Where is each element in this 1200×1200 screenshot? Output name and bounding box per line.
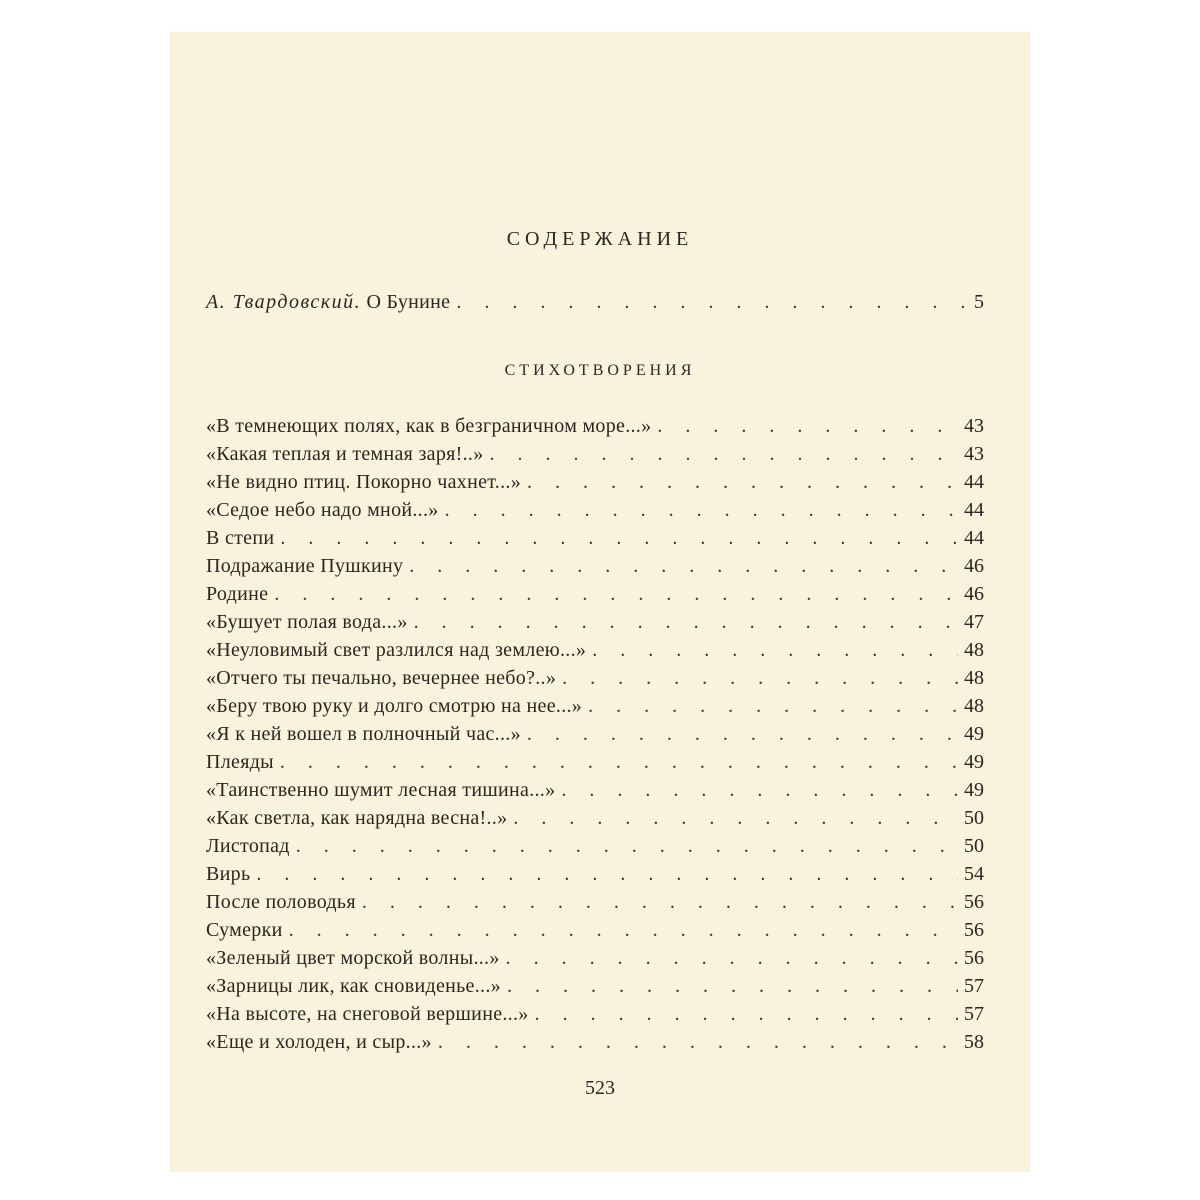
intro-title: О Бунине: [366, 291, 451, 313]
toc-entry-title: «Зарницы лик, как сновиденье...»: [206, 975, 501, 997]
toc-entry-page: 48: [964, 695, 984, 717]
toc-entry-page: 57: [964, 1003, 984, 1025]
toc-entry-page: 50: [964, 807, 984, 829]
page-number: 523: [585, 1077, 615, 1099]
dot-leader: [289, 916, 958, 944]
toc-entry-title: Родине: [206, 583, 269, 605]
toc-entry: [206, 580, 984, 608]
toc-entry-title: «Я к ней вошел в полночный час...»: [206, 723, 521, 745]
book-page: [170, 32, 1030, 1172]
dot-leader: [588, 692, 958, 720]
toc-entry: [206, 1000, 984, 1028]
dot-leader: [280, 748, 958, 776]
toc-entry-page: 56: [964, 891, 984, 913]
dot-leader: [527, 720, 958, 748]
toc-entry: [206, 524, 984, 552]
toc-entry-page: 57: [964, 975, 984, 997]
toc-entry-title: «Какая теплая и темная заря!..»: [206, 443, 484, 465]
dot-leader: [527, 468, 958, 496]
toc-entry-title: Подражание Пушкину: [206, 555, 404, 577]
toc-entry: [206, 440, 984, 468]
toc-entry-page: 43: [964, 443, 984, 465]
toc-entry-title: «Зеленый цвет морской волны...»: [206, 947, 500, 969]
dot-leader: [513, 804, 958, 832]
toc-entry: [206, 776, 984, 804]
toc-entry-page: 49: [964, 723, 984, 745]
toc-entry-title: Листопад: [206, 835, 290, 857]
toc-entry: [206, 720, 984, 748]
toc-entry: [206, 944, 984, 972]
toc-entry-title: «Как светла, как нарядна весна!..»: [206, 807, 508, 829]
dot-leader: [456, 288, 968, 316]
toc-entry-page: 54: [964, 863, 984, 885]
toc-entry-page: 56: [964, 919, 984, 941]
toc-entry: [206, 468, 984, 496]
dot-leader: [438, 1028, 958, 1056]
section-heading: СТИХОТВОРЕНИЯ: [504, 362, 696, 379]
toc-entry-title: «Еще и холоден, и сыр...»: [206, 1031, 432, 1053]
toc-entry: [206, 860, 984, 888]
toc-entry-title: «Отчего ты печально, вечернее небо?..»: [206, 667, 557, 689]
intro-entry: [206, 288, 984, 316]
dot-leader: [657, 412, 958, 440]
toc-entry: [206, 1028, 984, 1056]
dot-leader: [280, 524, 958, 552]
toc-entry-title: Сумерки: [206, 919, 283, 941]
toc-entry-page: 50: [964, 835, 984, 857]
dot-leader: [414, 608, 958, 636]
toc-entry: [206, 608, 984, 636]
intro-author: А. Твардовский.: [206, 291, 362, 313]
toc-entry-title: Вирь: [206, 863, 251, 885]
toc-entry: [206, 664, 984, 692]
toc-entry-page: 46: [964, 583, 984, 605]
toc-entry: [206, 636, 984, 664]
toc-entry-page: 49: [964, 779, 984, 801]
toc-entry: [206, 552, 984, 580]
dot-leader: [362, 888, 958, 916]
toc-entry: [206, 832, 984, 860]
dot-leader: [445, 496, 958, 524]
toc-entry: [206, 888, 984, 916]
intro-page-number: 5: [974, 291, 984, 313]
dot-leader: [256, 860, 958, 888]
dot-leader: [490, 440, 958, 468]
toc-entry: [206, 692, 984, 720]
dot-leader: [506, 944, 958, 972]
toc-entry-title: «В темнеющих полях, как в безграничном море...»: [206, 415, 652, 437]
dot-leader: [535, 1000, 958, 1028]
dot-leader: [561, 776, 958, 804]
toc-entry-title: В степи: [206, 527, 275, 549]
dot-leader: [562, 664, 958, 692]
dot-leader: [274, 580, 958, 608]
toc-entry: [206, 972, 984, 1000]
toc-entry: [206, 804, 984, 832]
toc-entry: [206, 412, 984, 440]
toc-entry-page: 56: [964, 947, 984, 969]
toc-entry-page: 48: [964, 667, 984, 689]
toc-entry-title: «Неуловимый свет разлился над землею...»: [206, 639, 587, 661]
dot-leader: [507, 972, 958, 1000]
toc-entry-title: «Таинственно шумит лесная тишина...»: [206, 779, 556, 801]
toc-entry-page: 47: [964, 611, 984, 633]
intro-title-line: [206, 288, 450, 316]
toc-entry: [206, 916, 984, 944]
dot-leader: [592, 636, 958, 664]
toc-entry-title: «Беру твою руку и долго смотрю на нее...»: [206, 695, 583, 717]
toc-entry-title: «На высоте, на снеговой вершине...»: [206, 1003, 529, 1025]
toc-entry-title: «Бушует полая вода...»: [206, 611, 408, 633]
toc-list: [170, 412, 1030, 1056]
toc-entry-page: 44: [964, 527, 984, 549]
toc-entry-page: 44: [964, 499, 984, 521]
toc-entry-title: «Не видно птиц. Покорно чахнет...»: [206, 471, 521, 493]
toc-entry-page: 48: [964, 639, 984, 661]
toc-entry-title: После половодья: [206, 891, 356, 913]
dot-leader: [296, 832, 958, 860]
toc-entry-page: 49: [964, 751, 984, 773]
toc-entry-page: 58: [964, 1031, 984, 1053]
toc-entry-page: 46: [964, 555, 984, 577]
contents-heading: СОДЕРЖАНИЕ: [506, 228, 694, 250]
toc-entry-title: Плеяды: [206, 751, 274, 773]
toc-entry: [206, 496, 984, 524]
toc-entry: [206, 748, 984, 776]
toc-entry-page: 43: [964, 415, 984, 437]
dot-leader: [409, 552, 958, 580]
toc-entry-title: «Седое небо надо мной...»: [206, 499, 439, 521]
toc-entry-page: 44: [964, 471, 984, 493]
